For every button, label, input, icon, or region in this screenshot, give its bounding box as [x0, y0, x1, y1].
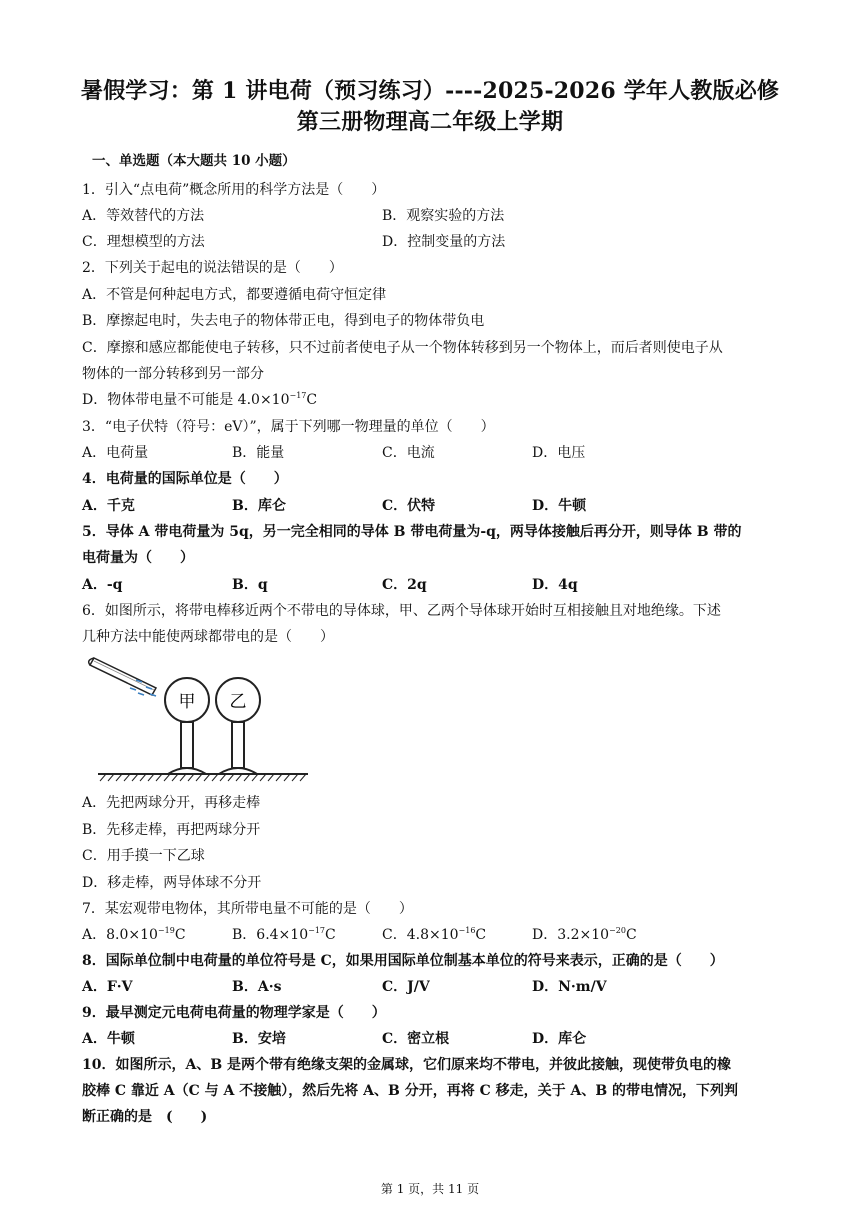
q1-option-b: B．观察实验的方法	[382, 208, 505, 224]
q3-option-b: B．能量	[232, 445, 285, 461]
q8-stem: 8．国际单位制中电荷量的单位符号是 C，如果用国际单位制基本单位的符号来表示，正确的是（ ）	[82, 953, 724, 969]
q7-option-a: A．$8.0\times 10^{-19}C$	[82, 926, 186, 943]
q5-option-c: C．2q	[382, 577, 427, 593]
q5-stem-line2: 电荷量为（ ）	[82, 550, 194, 566]
q9-option-d: D．库仑	[532, 1031, 587, 1047]
q8-option-a: A．F·V	[82, 979, 133, 995]
q10-stem-line2: 胶棒 C 靠近 A（C 与 A 不接触），然后先将 A、B 分开，再将 C 移走，关于 A、B 的带电情况，下列判	[82, 1083, 739, 1099]
q1-option-c: C．理想模型的方法	[82, 234, 205, 250]
q6-figure	[86, 650, 316, 789]
q6-option-b: B．先移走棒，再把两球分开	[82, 822, 261, 838]
q2-option-b: B．摩擦起电时，失去电子的物体带正电，得到电子的物体带负电	[82, 313, 485, 329]
q6-stem-line2: 几种方法中能使两球都带电的是（ ）	[82, 629, 334, 645]
q7-option-d: D．$3.2\times 10^{-20}C$	[532, 926, 637, 943]
q10-stem-line3: 断正确的是 ( )	[82, 1109, 208, 1125]
rod-shading	[94, 661, 154, 690]
q1-option-d: D．控制变量的方法	[382, 234, 506, 250]
q6-option-a: A．先把两球分开，再移走棒	[82, 795, 261, 811]
q4-stem: 4．电荷量的国际单位是（ ）	[82, 471, 288, 487]
sphere-jia-label: 甲	[178, 692, 196, 712]
stand-jia	[181, 722, 193, 768]
title-line-1: 暑假学习：第 1 讲电荷（预习练习）----2025-2026 学年人教版必修	[80, 78, 780, 104]
q1-option-a: A．等效替代的方法	[82, 208, 205, 224]
q9-option-a: A．牛顿	[82, 1031, 135, 1047]
charge-mark	[130, 688, 136, 690]
q4-option-d: D．牛顿	[532, 498, 587, 514]
q4-option-a: A．千克	[82, 498, 135, 514]
q8-option-c: C．J/V	[382, 979, 430, 995]
q1-stem: 1．引入“点电荷”概念所用的科学方法是（ ）	[82, 182, 386, 198]
q3-option-c: C．电流	[382, 445, 435, 461]
q6-option-d: D．移走棒，两导体球不分开	[82, 875, 262, 891]
q3-option-d: D．电压	[532, 445, 586, 461]
stand-yi	[232, 722, 244, 768]
title-line-2: 第三册物理高二年级上学期	[296, 109, 564, 135]
q4-option-b: B．库仑	[232, 498, 286, 514]
q8-option-d: D．N·m/V	[532, 979, 607, 995]
q5-option-b: B．q	[232, 577, 268, 593]
charge-mark	[150, 694, 156, 696]
q2-option-c-line2: 物体的一部分转移到另一部分	[82, 366, 264, 382]
section-heading: 一、单选题（本大题共 10 小题）	[92, 153, 296, 169]
q2-stem: 2．下列关于起电的说法错误的是（ ）	[82, 260, 343, 276]
q5-option-a: A．-q	[82, 577, 123, 593]
q8-option-b: B．A·s	[232, 979, 282, 995]
q3-option-a: A．电荷量	[82, 445, 149, 461]
charge-mark	[138, 693, 144, 695]
q5-option-d: D．4q	[532, 577, 578, 593]
q5-stem-line1: 5．导体 A 带电荷量为 5q，另一完全相同的导体 B 带电荷量为-q，两导体接触后再分开，则导体 B 带的	[82, 524, 742, 540]
q2-option-c-line1: C．摩擦和感应都能使电子转移，只不过前者使电子从一个物体转移到另一个物体上，而后者则使电子从	[82, 340, 723, 356]
q6-option-c: C．用手摸一下乙球	[82, 848, 205, 864]
q7-option-c: C．$4.8\times 10^{-16}C$	[382, 926, 487, 943]
q7-stem: 7．某宏观带电物体，其所带电量不可能的是（ ）	[82, 901, 413, 917]
q9-stem: 9．最早测定元电荷电荷量的物理学家是（ ）	[82, 1005, 386, 1021]
document-title	[60, 76, 800, 137]
ground-hatching	[100, 774, 306, 781]
q7-option-b: B．$6.4\times 10^{-17}C$	[232, 926, 336, 943]
q2-option-d: D．物体带电量不可能是 $4.0\times 10^{-17}C$	[82, 391, 318, 408]
q9-option-c: C．密立根	[382, 1031, 450, 1047]
q4-option-c: C．伏特	[382, 498, 436, 514]
charged-rod-and-spheres-diagram	[86, 650, 316, 785]
sphere-yi-label: 乙	[229, 692, 247, 712]
q2-option-a: A．不管是何种起电方式，都要遵循电荷守恒定律	[82, 287, 387, 303]
q3-stem: 3．“电子伏特（符号：eV）”，属于下列哪一物理量的单位（ ）	[82, 419, 495, 435]
q9-option-b: B．安培	[232, 1031, 286, 1047]
q10-stem-line1: 10．如图所示，A、B 是两个带有绝缘支架的金属球，它们原来均不带电，并彼此接触，现使带负电的橡	[82, 1057, 732, 1073]
page-footer: 第 1 页，共 11 页	[380, 1182, 480, 1196]
q6-stem-line1: 6．如图所示，将带电棒移近两个不带电的导体球，甲、乙两个导体球开始时互相接触且对地绝缘。下述	[82, 603, 721, 619]
